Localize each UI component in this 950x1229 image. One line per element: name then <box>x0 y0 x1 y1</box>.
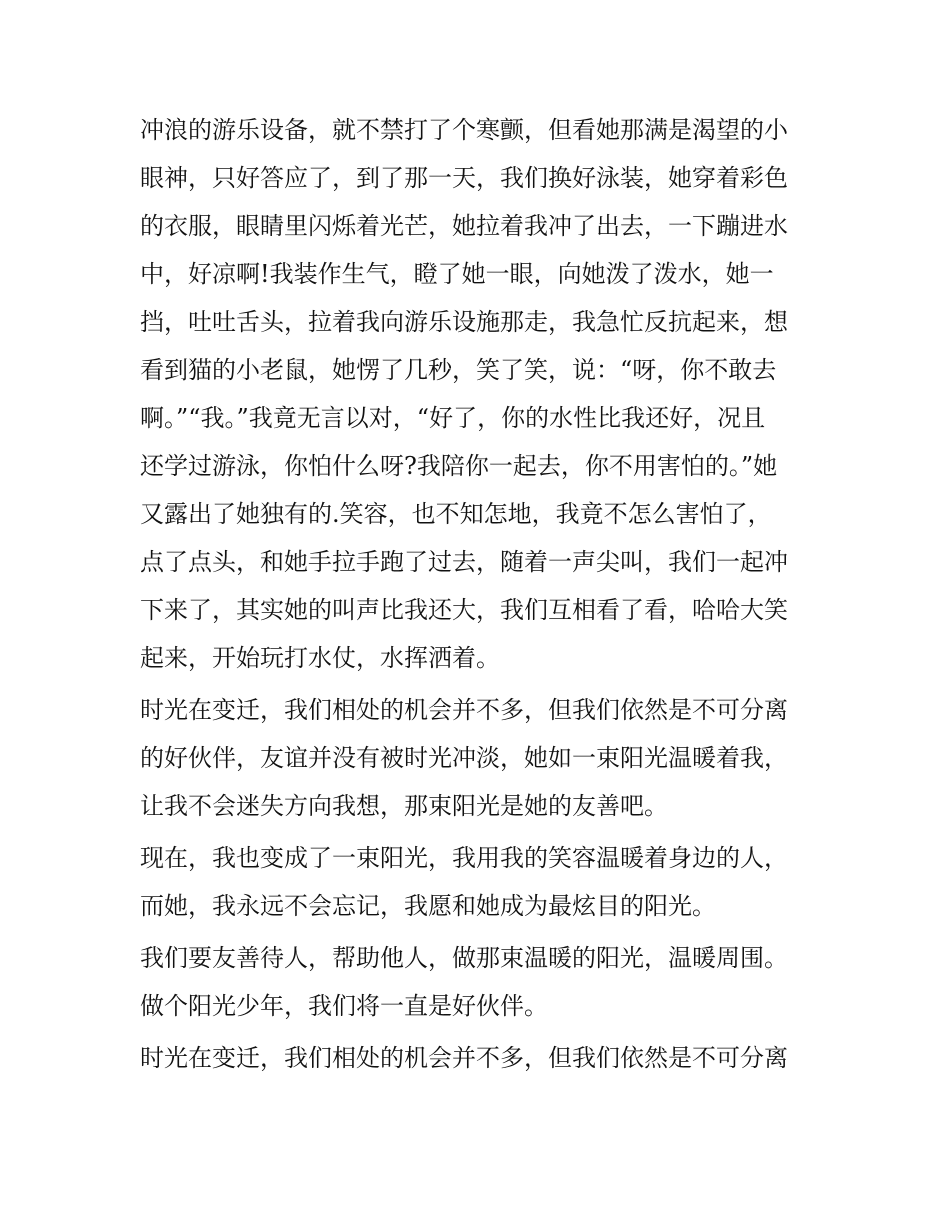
text-line: 眼神，只好答应了，到了那一天，我们换好泳装，她穿着彩色 <box>140 164 788 192</box>
text-line: 还学过游泳，你怕什么呀?我陪你一起去，你不用害怕的。”她 <box>140 452 778 480</box>
text-line: 中，好凉啊!我装作生气，瞪了她一眼，向她泼了泼水，她一 <box>140 260 774 288</box>
text-line: 挡，吐吐舌头，拉着我向游乐设施那走，我急忙反抗起来，想 <box>140 308 788 336</box>
document-body <box>140 106 820 1082</box>
text-line: 而她，我永远不会忘记，我愿和她成为最炫目的阳光。 <box>140 892 716 920</box>
text-line: 让我不会迷失方向我想，那束阳光是她的友善吧。 <box>140 792 668 820</box>
text-line: 冲浪的游乐设备，就不禁打了个寒颤，但看她那满是渴望的小 <box>140 116 788 144</box>
text-line: 下来了，其实她的叫声比我还大，我们互相看了看，哈哈大笑 <box>140 596 788 624</box>
text-line: 啊。”“我。”我竟无言以对，“好了，你的水性比我还好，况且 <box>140 404 766 432</box>
text-line: 时光在变迁，我们相处的机会并不多，但我们依然是不可分离 <box>140 1044 788 1072</box>
text-line: 时光在变迁，我们相处的机会并不多，但我们依然是不可分离 <box>140 696 788 724</box>
text-line: 的好伙伴，友谊并没有被时光冲淡，她如一束阳光温暖着我， <box>140 744 788 772</box>
text-line: 现在，我也变成了一束阳光，我用我的笑容温暖着身边的人， <box>140 844 788 872</box>
text-line: 的衣服，眼睛里闪烁着光芒，她拉着我冲了出去，一下蹦进水 <box>140 212 788 240</box>
text-line: 起来，开始玩打水仗，水挥洒着。 <box>140 644 500 672</box>
text-line: 做个阳光少年，我们将一直是好伙伴。 <box>140 992 548 1020</box>
text-line: 我们要友善待人，帮助他人，做那束温暖的阳光，温暖周围。 <box>140 944 788 972</box>
text-line: 点了点头，和她手拉手跑了过去，随着一声尖叫，我们一起冲 <box>140 548 788 576</box>
text-line: 又露出了她独有的.笑容，也不知怎地，我竟不怎么害怕了， <box>140 500 772 528</box>
text-line: 看到猫的小老鼠，她愣了几秒，笑了笑，说：“呀，你不敢去 <box>140 356 777 384</box>
